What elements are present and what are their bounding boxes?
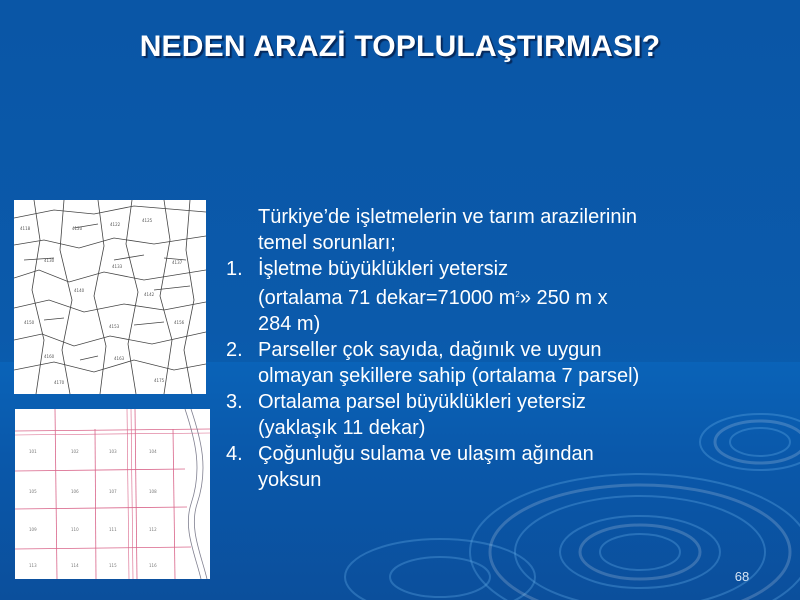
superscript: 2 (515, 290, 520, 299)
svg-text:110: 110 (71, 527, 79, 532)
page-number: 68 (734, 569, 750, 584)
svg-text:104: 104 (149, 449, 157, 454)
svg-text:4130: 4130 (44, 258, 55, 263)
list-item-text: Ortalama parsel büyüklükleri yetersiz (258, 391, 586, 413)
svg-text:4160: 4160 (44, 354, 55, 359)
intro-line-1: Türkiye’de işletmelerin ve tarım arazilerinin (258, 206, 638, 228)
list-item-text: yoksun (258, 469, 322, 491)
svg-text:108: 108 (149, 489, 157, 494)
svg-text:115: 115 (109, 563, 117, 568)
svg-text:114: 114 (71, 563, 79, 568)
svg-text:4163: 4163 (114, 356, 125, 361)
svg-text:4170: 4170 (54, 380, 65, 385)
parcel-map-top-drawing (14, 200, 206, 394)
svg-text:4118: 4118 (20, 226, 31, 231)
svg-text:116: 116 (149, 563, 157, 568)
list-item-text-part: » 250 m x (519, 287, 608, 309)
svg-text:4120: 4120 (72, 226, 83, 231)
svg-text:101: 101 (29, 449, 37, 454)
svg-text:4142: 4142 (144, 292, 155, 297)
list-item-number: 1. (226, 258, 243, 280)
svg-text:105: 105 (29, 489, 37, 494)
svg-text:4175: 4175 (154, 378, 165, 383)
list-item-number: 2. (226, 339, 243, 361)
slide-body (226, 204, 791, 493)
svg-text:4153: 4153 (109, 324, 120, 329)
svg-text:4140: 4140 (74, 288, 85, 293)
intro-line-2: temel sorunları; (258, 232, 396, 254)
list-item-3 (226, 389, 791, 441)
parcel-map-bottom-drawing (15, 409, 210, 579)
slide-title: NEDEN ARAZİ TOPLULAŞTIRMASI? (139, 30, 661, 63)
intro-paragraph (226, 204, 791, 256)
svg-text:112: 112 (149, 527, 157, 532)
list-item-text: (yaklaşık 11 dekar) (258, 417, 426, 439)
svg-text:102: 102 (71, 449, 79, 454)
list-item-4 (226, 441, 791, 493)
svg-text:4156: 4156 (174, 320, 185, 325)
scattered-parcel-map (14, 200, 206, 394)
list-item-number: 4. (226, 443, 243, 465)
svg-text:113: 113 (29, 563, 37, 568)
svg-text:111: 111 (109, 527, 117, 532)
svg-text:4137: 4137 (172, 260, 183, 265)
consolidated-parcel-map (15, 409, 210, 579)
list-item-1 (226, 256, 791, 337)
list-item-text: Çoğunluğu sulama ve ulaşım ağından (258, 443, 594, 465)
svg-text:106: 106 (71, 489, 79, 494)
list-item-text (258, 282, 791, 311)
svg-text:4133: 4133 (112, 264, 123, 269)
list-item-text: 284 m) (258, 313, 321, 335)
svg-text:107: 107 (109, 489, 117, 494)
list-item-text: İşletme büyüklükleri yetersiz (258, 258, 509, 280)
list-item-text: olmayan şekillere sahip (ortalama 7 parsel) (258, 365, 640, 387)
list-item-number: 3. (226, 391, 243, 413)
list-item-text: Parseller çok sayıda, dağınık ve uygun (258, 339, 602, 361)
svg-text:4125: 4125 (142, 218, 153, 223)
svg-text:109: 109 (29, 527, 37, 532)
list-item-text-part: (ortalama 71 dekar=71000 m (258, 287, 516, 309)
svg-text:4150: 4150 (24, 320, 35, 325)
svg-text:4122: 4122 (110, 222, 121, 227)
svg-text:103: 103 (109, 449, 117, 454)
list-item-2 (226, 337, 791, 389)
